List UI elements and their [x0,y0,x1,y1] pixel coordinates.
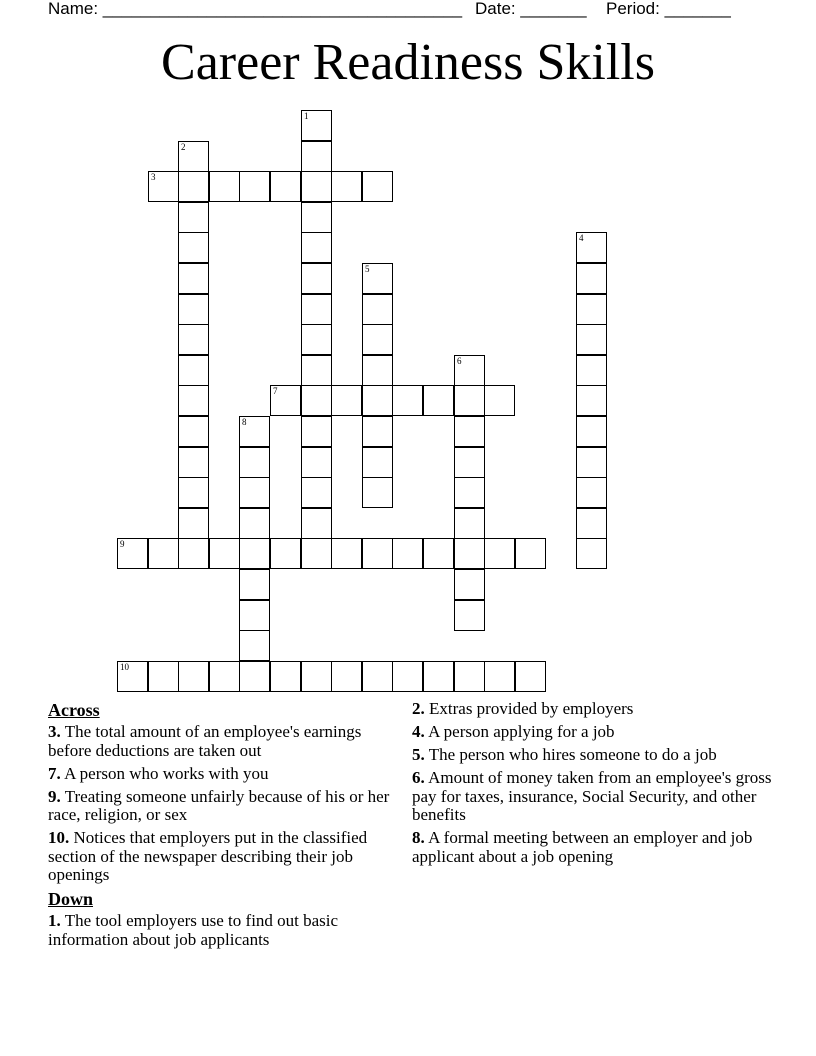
grid-cell[interactable] [392,538,423,569]
down-heading: Down [48,889,94,909]
clues-section [0,700,816,1030]
clue-down-8 [412,829,772,866]
clue-across-10 [48,829,393,885]
clue-number: 7. [48,763,61,783]
grid-cell[interactable] [454,508,485,539]
clue-number: 6. [412,768,425,787]
clue-text: Amount of money taken from an employee's gross pay for taxes, insurance, Social Security, and other benefits [412,768,772,824]
grid-cell[interactable] [331,171,362,202]
grid-cell[interactable] [362,477,393,508]
grid-cell[interactable] [301,661,332,692]
clue-number: 8. [412,828,425,847]
grid-cell[interactable] [423,661,454,692]
clue-number: 9. [48,786,61,806]
grid-cell[interactable] [454,416,485,447]
grid-cell[interactable] [301,538,332,569]
grid-cell[interactable] [331,538,362,569]
grid-cell[interactable] [362,324,393,355]
grid-cell[interactable] [576,416,607,447]
grid-cell[interactable] [576,477,607,508]
grid-cell[interactable] [239,630,270,661]
grid-cell[interactable] [576,294,607,325]
grid-cell[interactable] [362,661,393,692]
grid-cell[interactable] [117,538,148,569]
clues-left-column [48,700,393,954]
clue-number: 4. [412,722,425,741]
grid-cell[interactable] [301,110,332,141]
grid-cell[interactable] [178,416,209,447]
grid-cell[interactable] [301,232,332,263]
across-heading: Across [48,700,100,720]
grid-cell[interactable] [392,385,423,416]
grid-cell[interactable] [301,202,332,233]
grid-cell[interactable] [301,294,332,325]
grid-cell[interactable] [515,661,546,692]
grid-cell[interactable] [301,508,332,539]
clue-number-label: 3 [151,172,156,182]
grid-cell[interactable] [178,263,209,294]
name-field[interactable]: Name: ______________________________________ [48,0,463,18]
grid-cell[interactable] [301,416,332,447]
grid-cell[interactable] [454,385,485,416]
grid-cell[interactable] [392,661,423,692]
clue-text: The total amount of an employee's earnings before deductions are taken out [48,722,362,760]
grid-cell[interactable] [454,661,485,692]
grid-cell[interactable] [178,232,209,263]
grid-cell[interactable] [576,324,607,355]
grid-cell[interactable] [178,477,209,508]
grid-cell[interactable] [209,661,240,692]
grid-cell[interactable] [178,171,209,202]
clue-number: 3. [48,722,61,741]
clue-text: Extras provided by employers [429,699,634,718]
grid-cell[interactable] [484,538,515,569]
clue-number-label: 8 [242,417,247,427]
grid-cell[interactable] [178,661,209,692]
grid-cell[interactable] [362,538,393,569]
grid-cell[interactable] [239,171,270,202]
grid-cell[interactable] [454,600,485,631]
clue-down-5 [412,746,772,765]
grid-cell[interactable] [117,661,148,692]
clue-across-9 [48,788,393,825]
clue-down-6 [412,769,772,825]
grid-cell[interactable] [301,171,332,202]
grid-cell[interactable] [239,416,270,447]
grid-cell[interactable] [301,385,332,416]
grid-cell[interactable] [209,538,240,569]
clues-right-column [412,700,772,871]
clue-number-label: 1 [304,111,309,121]
grid-cell[interactable] [239,508,270,539]
grid-cell[interactable] [362,416,393,447]
grid-cell[interactable] [239,447,270,478]
clue-text: A formal meeting between an employer and job applicant about a job opening [412,828,753,866]
date-field[interactable]: Date: _______ [475,0,587,18]
grid-cell[interactable] [148,661,179,692]
clue-number-label: 9 [120,539,125,549]
grid-cell[interactable] [331,661,362,692]
grid-cell[interactable] [515,538,546,569]
clue-text: Treating someone unfairly because of his or her race, religion, or sex [48,786,390,824]
grid-cell[interactable] [576,385,607,416]
grid-cell[interactable] [423,538,454,569]
page-title: Career Readiness Skills [161,34,655,91]
clue-text: A person who works with you [64,763,269,783]
grid-cell[interactable] [301,324,332,355]
clue-number-label: 4 [579,233,584,243]
grid-cell[interactable] [576,232,607,263]
grid-cell[interactable] [331,385,362,416]
grid-cell[interactable] [576,447,607,478]
grid-cell[interactable] [178,294,209,325]
grid-cell[interactable] [576,355,607,386]
grid-cell[interactable] [239,661,270,692]
grid-cell[interactable] [362,171,393,202]
clue-number: 2. [412,699,425,718]
grid-cell[interactable] [270,661,301,692]
clue-number: 5. [412,745,425,764]
grid-cell[interactable] [148,171,179,202]
grid-cell[interactable] [239,569,270,600]
grid-cell[interactable] [148,538,179,569]
grid-cell[interactable] [270,171,301,202]
grid-cell[interactable] [362,263,393,294]
grid-cell[interactable] [423,385,454,416]
grid-cell[interactable] [362,447,393,478]
grid-cell[interactable] [301,141,332,172]
grid-cell[interactable] [178,355,209,386]
grid-cell[interactable] [239,538,270,569]
clue-text: A person applying for a job [428,722,615,741]
grid-cell[interactable] [301,447,332,478]
grid-cell[interactable] [178,202,209,233]
grid-cell[interactable] [576,263,607,294]
clue-across-7 [48,765,393,784]
grid-cell[interactable] [362,385,393,416]
clue-number: 1. [48,911,61,930]
clue-text: Notices that employers put in the classified section of the newspaper describing their job openings [48,828,368,884]
clue-down-2 [412,700,772,719]
grid-cell[interactable] [454,447,485,478]
grid-cell[interactable] [484,661,515,692]
grid-cell[interactable] [178,141,209,172]
clue-text: The person who hires someone to do a job [428,745,717,764]
clue-number-label: 6 [457,356,462,366]
grid-cell[interactable] [239,600,270,631]
grid-cell[interactable] [209,171,240,202]
clue-number: 10. [48,828,70,847]
grid-cell[interactable] [239,477,270,508]
grid-cell[interactable] [484,385,515,416]
grid-cell[interactable] [362,294,393,325]
grid-cell[interactable] [454,477,485,508]
grid-cell[interactable] [576,508,607,539]
clue-number-label: 5 [365,264,370,274]
clue-number-label: 2 [181,142,186,152]
grid-cell[interactable] [454,538,485,569]
grid-cell[interactable] [178,385,209,416]
clue-across-3 [48,723,393,760]
grid-cell[interactable] [178,447,209,478]
grid-cell[interactable] [301,263,332,294]
grid-cell[interactable] [178,538,209,569]
grid-cell[interactable] [454,569,485,600]
grid-cell[interactable] [301,477,332,508]
grid-cell[interactable] [178,324,209,355]
grid-cell[interactable] [270,538,301,569]
clue-down-1 [48,912,393,949]
clue-text: The tool employers use to find out basic information about job applicants [48,911,339,949]
grid-cell[interactable] [576,538,607,569]
grid-cell[interactable] [301,355,332,386]
clue-number-label: 10 [120,662,129,672]
grid-cell[interactable] [270,385,301,416]
grid-cell[interactable] [454,355,485,386]
grid-cell[interactable] [178,508,209,539]
clue-down-4 [412,723,772,742]
period-field[interactable]: Period: _______ [606,0,731,18]
clue-number-label: 7 [273,386,278,396]
grid-cell[interactable] [362,355,393,386]
